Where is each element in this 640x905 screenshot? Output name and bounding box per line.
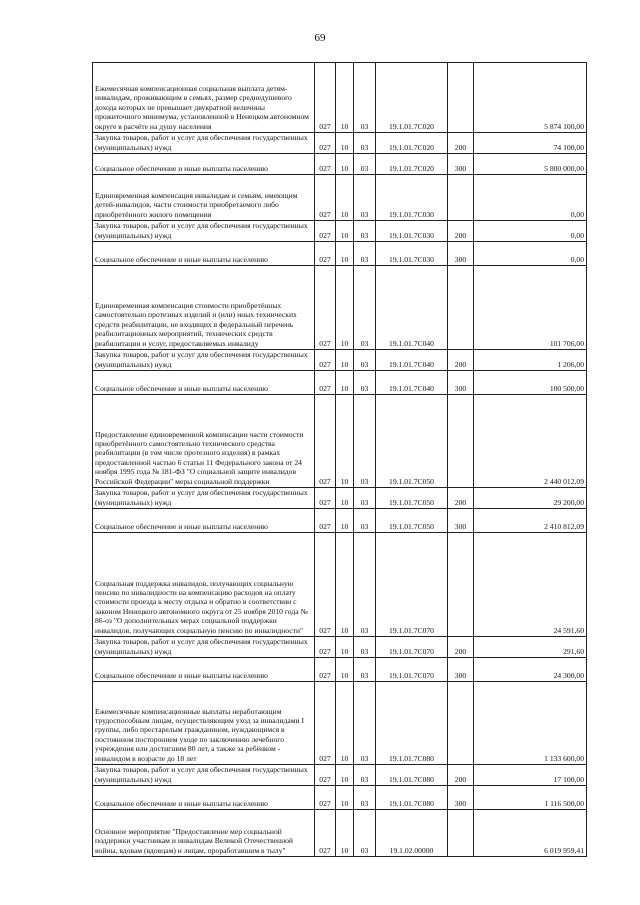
subsection-code-cell: 03 [354, 765, 376, 786]
target-article-cell: 19.1.01.7С050 [376, 395, 448, 488]
expense-type-cell [448, 810, 474, 857]
amount-cell: 17 100,00 [474, 765, 587, 786]
section-code-cell: 10 [336, 488, 354, 509]
section-code-cell: 10 [336, 682, 354, 765]
subsection-code-cell: 03 [354, 371, 376, 395]
target-article-cell: 19.1.01.7С040 [376, 266, 448, 350]
row-name-cell [93, 221, 315, 242]
section-code-cell: 10 [336, 395, 354, 488]
ministry-code-cell: 027 [315, 786, 336, 810]
row-name-text: Основное мероприятие "Предоставление мер социальной поддержки участникам и инвалидам Великой Отечественной войны, вдовам (вдовцам) и лицам, проработавшим в тылу" [95, 826, 293, 855]
row-name-text: Закупка товаров, работ и услуг для обеспечения государственных (муниципальных) нужд [95, 133, 308, 152]
expense-type-cell: 200 [448, 765, 474, 786]
subsection-code-cell: 03 [354, 533, 376, 637]
row-name-cell [93, 266, 315, 350]
section-code-cell: 10 [336, 371, 354, 395]
ministry-code-cell: 027 [315, 242, 336, 266]
row-name-text: Предоставление единовременной компенсации части стоимости приобретённого самостоятельно технического средства реабилитации (в том числе протезного изделия) в рамках предоставленной частью 6 статьи 11 Федерального закона от 24 ноября 1995 года № 181-ФЗ "О социальной защите инвалидов Российской Федерации" меры социальной поддержки [95, 429, 304, 486]
row-name-cell [93, 786, 315, 810]
ministry-code-cell: 027 [315, 658, 336, 682]
amount-cell: 101 706,00 [474, 266, 587, 350]
table-row [93, 786, 587, 810]
amount-cell: 0,00 [474, 221, 587, 242]
table-body [93, 63, 587, 857]
subsection-code-cell: 03 [354, 221, 376, 242]
row-name-text: Закупка товаров, работ и услуг для обеспечения государственных (муниципальных) нужд [95, 350, 308, 369]
row-name-cell [93, 658, 315, 682]
row-name-cell [93, 63, 315, 133]
table-row [93, 63, 587, 133]
row-name-cell [93, 810, 315, 857]
budget-table [92, 62, 587, 857]
section-code-cell: 10 [336, 242, 354, 266]
ministry-code-cell: 027 [315, 810, 336, 857]
target-article-cell: 19.1.01.7С070 [376, 533, 448, 637]
row-name-cell [93, 242, 315, 266]
amount-cell: 29 200,00 [474, 488, 587, 509]
target-article-cell: 19.1.01.7С030 [376, 221, 448, 242]
ministry-code-cell: 027 [315, 682, 336, 765]
expense-type-cell [448, 175, 474, 221]
row-name-cell [93, 765, 315, 786]
subsection-code-cell: 03 [354, 488, 376, 509]
subsection-code-cell: 03 [354, 786, 376, 810]
ministry-code-cell: 027 [315, 488, 336, 509]
expense-type-cell: 200 [448, 350, 474, 371]
expense-type-cell: 300 [448, 371, 474, 395]
section-code-cell: 10 [336, 63, 354, 133]
target-article-cell: 19.1.01.7С050 [376, 509, 448, 533]
subsection-code-cell: 03 [354, 395, 376, 488]
ministry-code-cell: 027 [315, 637, 336, 658]
section-code-cell: 10 [336, 509, 354, 533]
expense-type-cell [448, 266, 474, 350]
row-name-cell [93, 533, 315, 637]
row-name-text: Социальное обеспечение и иные выплаты населению [95, 254, 268, 264]
expense-type-cell [448, 533, 474, 637]
table-row [93, 242, 587, 266]
section-code-cell: 10 [336, 533, 354, 637]
section-code-cell: 10 [336, 658, 354, 682]
ministry-code-cell: 027 [315, 175, 336, 221]
row-name-cell [93, 682, 315, 765]
target-article-cell: 19.1.01.7С020 [376, 133, 448, 154]
row-name-text: Социальное обеспечение и иные выплаты населению [95, 798, 268, 808]
expense-type-cell: 200 [448, 221, 474, 242]
amount-cell: 0,00 [474, 242, 587, 266]
table-row [93, 488, 587, 509]
subsection-code-cell: 03 [354, 175, 376, 221]
expense-type-cell: 300 [448, 509, 474, 533]
section-code-cell: 10 [336, 637, 354, 658]
row-name-text: Закупка товаров, работ и услуг для обеспечения государственных (муниципальных) нужд [95, 221, 308, 240]
amount-cell: 24 591,60 [474, 533, 587, 637]
row-name-text: Социальное обеспечение и иные выплаты населению [95, 383, 268, 393]
target-article-cell: 19.1.01.7С040 [376, 350, 448, 371]
target-article-cell: 19.1.01.7С020 [376, 154, 448, 175]
ministry-code-cell: 027 [315, 154, 336, 175]
row-name-text: Социальное обеспечение и иные выплаты населению [95, 670, 268, 680]
table-row [93, 637, 587, 658]
row-name-text: Социальное обеспечение и иные выплаты населению [95, 521, 268, 531]
subsection-code-cell: 03 [354, 63, 376, 133]
row-name-text: Закупка товаров, работ и услуг для обеспечения государственных (муниципальных) нужд [95, 637, 308, 656]
section-code-cell: 10 [336, 350, 354, 371]
row-name-text: Ежемесячные компенсационные выплаты неработающим трудоспособным лицам, осуществляющим уход за инвалидами I группы, либо престарелым гражданином, нуждающимся в постоянном постороннем уходе по заключению лечебного учреждения или достигшим 80 лет, а также за ребёнком - инвалидом в возрасте до 18 лет [95, 706, 305, 763]
ministry-code-cell: 027 [315, 266, 336, 350]
target-article-cell: 19.1.01.7С020 [376, 63, 448, 133]
row-name-text: Закупка товаров, работ и услуг для обеспечения государственных (муниципальных) нужд [95, 765, 308, 784]
expense-type-cell [448, 395, 474, 488]
section-code-cell: 10 [336, 175, 354, 221]
table-row [93, 810, 587, 857]
amount-cell: 74 100,00 [474, 133, 587, 154]
amount-cell: 0,00 [474, 175, 587, 221]
table-row [93, 154, 587, 175]
row-name-text: Ежемесячная компенсационная социальная выплата детям-инвалидам, проживающим в семьях, размер среднедушевого дохода которых не превышает двукратной величины прожиточного минимума, установленной в Ненецком автономном округе в расчёте на душу населения [95, 83, 309, 131]
row-name-cell [93, 509, 315, 533]
target-article-cell: 19.1.02.00000 [376, 810, 448, 857]
amount-cell: 2 410 812,09 [474, 509, 587, 533]
amount-cell: 5 874 100,00 [474, 63, 587, 133]
ministry-code-cell: 027 [315, 133, 336, 154]
table-row [93, 175, 587, 221]
expense-type-cell: 200 [448, 488, 474, 509]
subsection-code-cell: 03 [354, 637, 376, 658]
subsection-code-cell: 03 [354, 133, 376, 154]
target-article-cell: 19.1.01.7С070 [376, 637, 448, 658]
row-name-text: Закупка товаров, работ и услуг для обеспечения государственных (муниципальных) нужд [95, 488, 308, 507]
amount-cell: 24 300,00 [474, 658, 587, 682]
ministry-code-cell: 027 [315, 63, 336, 133]
section-code-cell: 10 [336, 133, 354, 154]
subsection-code-cell: 03 [354, 658, 376, 682]
row-name-cell [93, 371, 315, 395]
page-number: 69 [314, 32, 326, 44]
subsection-code-cell: 03 [354, 682, 376, 765]
table-row [93, 221, 587, 242]
table-row [93, 509, 587, 533]
subsection-code-cell: 03 [354, 350, 376, 371]
expense-type-cell: 300 [448, 658, 474, 682]
expense-type-cell: 200 [448, 133, 474, 154]
ministry-code-cell: 027 [315, 533, 336, 637]
table-row [93, 658, 587, 682]
table-row [93, 533, 587, 637]
table-row [93, 133, 587, 154]
amount-cell: 100 500,00 [474, 371, 587, 395]
amount-cell: 1 133 600,00 [474, 682, 587, 765]
ministry-code-cell: 027 [315, 350, 336, 371]
row-name-cell [93, 175, 315, 221]
section-code-cell: 10 [336, 266, 354, 350]
amount-cell: 1 116 500,00 [474, 786, 587, 810]
amount-cell: 5 800 000,00 [474, 154, 587, 175]
amount-cell: 1 206,00 [474, 350, 587, 371]
subsection-code-cell: 03 [354, 266, 376, 350]
row-name-cell [93, 154, 315, 175]
table-row [93, 395, 587, 488]
table-row [93, 266, 587, 350]
target-article-cell: 19.1.01.7С080 [376, 786, 448, 810]
amount-cell: 291,60 [474, 637, 587, 658]
row-name-text: Единовременная компенсация инвалидам и семьям, имеющим детей-инвалидов, части стоимости приобретаемого либо приобретённого жилого помещения [95, 190, 298, 219]
target-article-cell: 19.1.01.7С040 [376, 371, 448, 395]
section-code-cell: 10 [336, 810, 354, 857]
row-name-cell [93, 637, 315, 658]
table-row [93, 765, 587, 786]
table-row [93, 682, 587, 765]
subsection-code-cell: 03 [354, 242, 376, 266]
ministry-code-cell: 027 [315, 509, 336, 533]
target-article-cell: 19.1.01.7С050 [376, 488, 448, 509]
row-name-text: Социальная поддержка инвалидов, получающих социальную пенсию по инвалидности на компенсацию расходов на оплату стоимости проезда к месту отдыха и обратно в соответствии с законом Ненецкого автономного округа от 25 ноября 2010 года № 86-оз "О дополнительных мерах социальной поддержки инвалидов, получающих социальную пенсию по инвалидности" [95, 578, 308, 635]
row-name-cell [93, 350, 315, 371]
target-article-cell: 19.1.01.7С070 [376, 658, 448, 682]
ministry-code-cell: 027 [315, 221, 336, 242]
subsection-code-cell: 03 [354, 810, 376, 857]
section-code-cell: 10 [336, 765, 354, 786]
row-name-text: Социальное обеспечение и иные выплаты населению [95, 163, 268, 173]
target-article-cell: 19.1.01.7С030 [376, 242, 448, 266]
amount-cell: 6 019 959,41 [474, 810, 587, 857]
expense-type-cell: 300 [448, 242, 474, 266]
target-article-cell: 19.1.01.7С030 [376, 175, 448, 221]
ministry-code-cell: 027 [315, 371, 336, 395]
subsection-code-cell: 03 [354, 509, 376, 533]
row-name-cell [93, 395, 315, 488]
section-code-cell: 10 [336, 221, 354, 242]
table-row [93, 371, 587, 395]
target-article-cell: 19.1.01.7С080 [376, 765, 448, 786]
target-article-cell: 19.1.01.7С080 [376, 682, 448, 765]
expense-type-cell: 200 [448, 637, 474, 658]
table-row [93, 350, 587, 371]
section-code-cell: 10 [336, 786, 354, 810]
section-code-cell: 10 [336, 154, 354, 175]
expense-type-cell: 300 [448, 786, 474, 810]
amount-cell: 2 440 012,09 [474, 395, 587, 488]
row-name-cell [93, 133, 315, 154]
row-name-text: Единовременная компенсация стоимости приобретённых самостоятельно протезных изделий и (или) иных технических средств реабилитации, не входящих в федеральный перечень реабилитационных мероприятий, технических средств реабилитации и услуг, предоставляемых инвалиду [95, 300, 297, 348]
ministry-code-cell: 027 [315, 765, 336, 786]
row-name-cell [93, 488, 315, 509]
expense-type-cell: 300 [448, 154, 474, 175]
ministry-code-cell: 027 [315, 395, 336, 488]
expense-type-cell [448, 63, 474, 133]
subsection-code-cell: 03 [354, 154, 376, 175]
expense-type-cell [448, 682, 474, 765]
